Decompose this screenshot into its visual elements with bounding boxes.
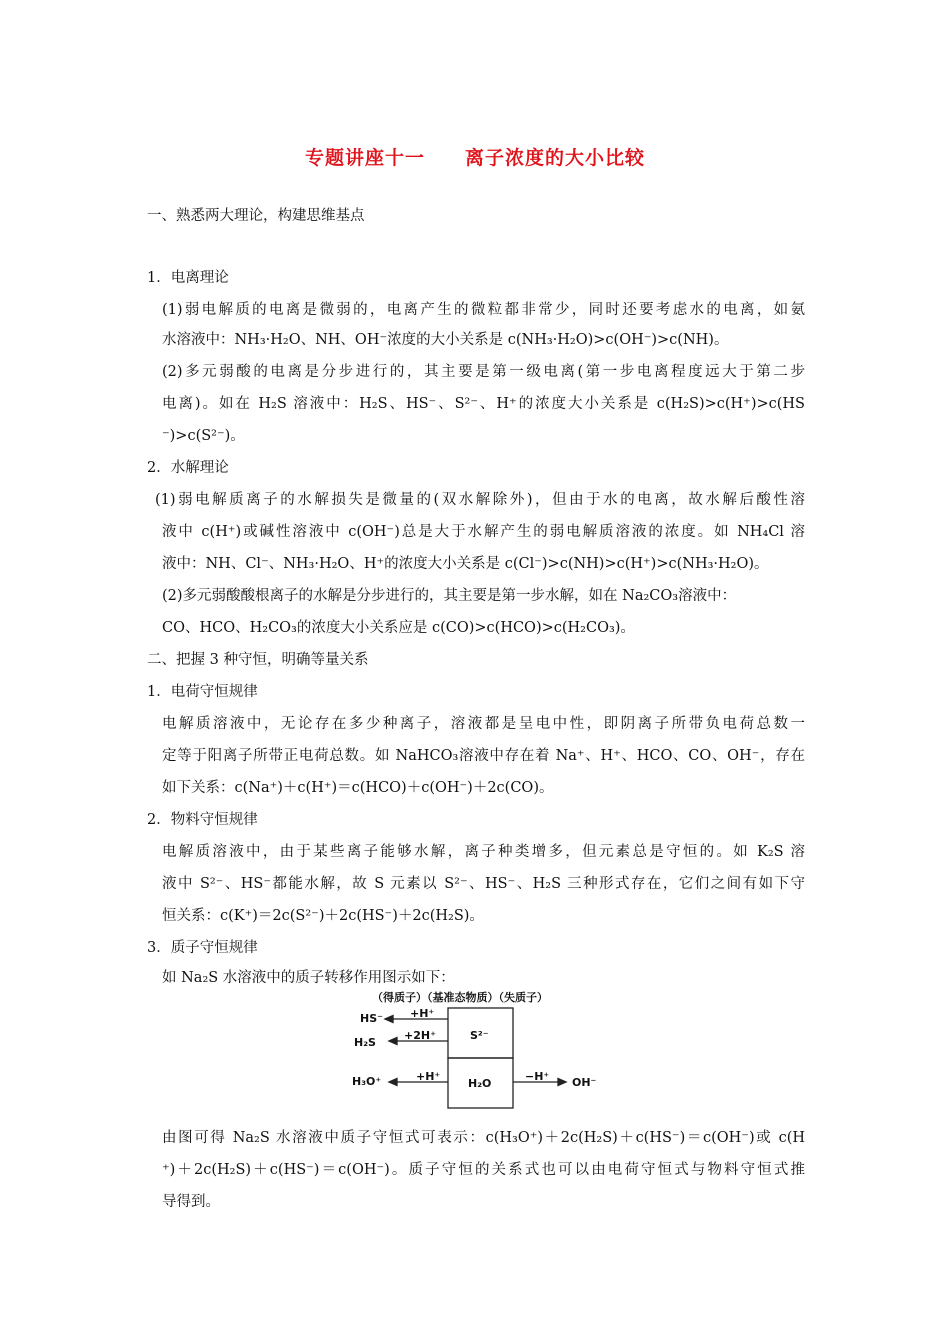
label-s2: S²⁻	[470, 1029, 489, 1042]
paragraph-line: ⁻)>c(S²⁻)。	[162, 428, 245, 444]
paragraph-line: 电解质溶液中，由于某些离子能够水解，离子种类增多，但元素总是守恒的。如 K₂S 溶	[162, 844, 805, 860]
paragraph-line: CO、HCO、H₂CO₃的浓度大小关系应是 c(CO)>c(HCO)>c(H₂CO₃)。	[162, 620, 635, 636]
arrow-3-head	[389, 1079, 397, 1086]
subsection-heading: 2．水解理论	[147, 460, 229, 476]
label-h2o: H₂O	[468, 1077, 492, 1090]
subsection-heading: 1．电荷守恒规律	[147, 684, 258, 700]
label-hs: HS⁻	[360, 1012, 383, 1025]
paragraph-line: 定等于阳离子所带正电荷总数。如 NaHCO₃溶液中存在着 Na⁺、H⁺、HCO、CO、OH⁻，存在	[162, 748, 805, 764]
paragraph-line: 如下关系：c(Na⁺)＋c(H⁺)＝c(HCO)＋c(OH⁻)＋2c(CO)。	[162, 780, 554, 796]
paragraph-line: 恒关系：c(K⁺)＝2c(S²⁻)＋2c(HS⁻)＋2c(H₂S)。	[162, 908, 484, 924]
section-heading-1: 一、熟悉两大理论，构建思维基点	[147, 208, 365, 224]
arrow-4-head	[558, 1079, 566, 1086]
paragraph-line: 电解质溶液中，无论存在多少种离子，溶液都是呈电中性，即阴离子所带负电荷总数一	[162, 716, 805, 732]
label-arrow-3: +H⁺	[416, 1070, 441, 1083]
label-h2s: H₂S	[354, 1036, 376, 1049]
section-heading-2: 二、把握 3 种守恒，明确等量关系	[147, 652, 369, 668]
proton-transfer-diagram	[340, 985, 610, 1115]
subsection-heading: 3．质子守恒规律	[147, 940, 258, 956]
paragraph-line: 液中 c(H⁺)或碱性溶液中 c(OH⁻)总是大于水解产生的弱电解质溶液的浓度。如 NH₄Cl 溶	[162, 524, 805, 540]
subsection-heading: 1．电离理论	[147, 270, 229, 286]
arrow-2-head	[389, 1038, 397, 1045]
paragraph-line: 由图可得 Na₂S 水溶液中质子守恒式可表示：c(H₃O⁺)＋2c(H₂S)＋c(HS⁻)＝c(OH⁻)或 c(H	[162, 1130, 805, 1146]
label-oh: OH⁻	[572, 1076, 597, 1089]
figure-header: （得质子）（基准态物质）（失质子）	[372, 991, 548, 1004]
arrow-1-head	[385, 1016, 393, 1023]
paragraph-line: 液中：NH、Cl⁻、NH₃·H₂O、H⁺的浓度大小关系是 c(Cl⁻)>c(NH)>c(H⁺)>c(NH₃·H₂O)。	[162, 556, 769, 572]
label-arrow-1: +H⁺	[410, 1007, 435, 1020]
subsection-heading: 2．物料守恒规律	[147, 812, 258, 828]
paragraph-line: (2)多元弱酸酸根离子的水解是分步进行的，其主要是第一步水解，如在 Na₂CO₃溶液中：	[162, 588, 737, 604]
paragraph-line: (1)弱电解质离子的水解损失是微量的(双水解除外)，但由于水的电离，故水解后酸性溶	[155, 492, 805, 508]
label-arrow-2: +2H⁺	[404, 1029, 436, 1042]
paragraph-line: ⁺)＋2c(H₂S)＋c(HS⁻)＝c(OH⁻)。质子守恒的关系式也可以由电荷守恒式与物料守恒式推	[162, 1162, 805, 1178]
label-arrow-4: −H⁺	[525, 1070, 550, 1083]
paragraph-line: 水溶液中：NH₃·H₂O、NH、OH⁻浓度的大小关系是 c(NH₃·H₂O)>c(OH⁻)>c(NH)。	[162, 332, 729, 348]
page-title: 专题讲座十一 离子浓度的大小比较	[304, 147, 645, 169]
paragraph-line: (1)弱电解质的电离是微弱的，电离产生的微粒都非常少，同时还要考虑水的电离，如氨	[162, 302, 805, 318]
paragraph-line: 电离)。如在 H₂S 溶液中：H₂S、HS⁻、S²⁻、H⁺的浓度大小关系是 c(H₂S)>c(H⁺)>c(HS	[162, 396, 805, 412]
paragraph-line: 液中 S²⁻、HS⁻都能水解，故 S 元素以 S²⁻、HS⁻、H₂S 三种形式存在，它们之间有如下守	[162, 876, 805, 892]
paragraph-line: 如 Na₂S 水溶液中的质子转移作用图示如下：	[162, 970, 455, 986]
paragraph-line: 导得到。	[162, 1194, 220, 1210]
label-h3o: H₃O⁺	[352, 1075, 382, 1088]
paragraph-line: (2)多元弱酸的电离是分步进行的，其主要是第一级电离(第一步电离程度远大于第二步	[162, 364, 805, 380]
